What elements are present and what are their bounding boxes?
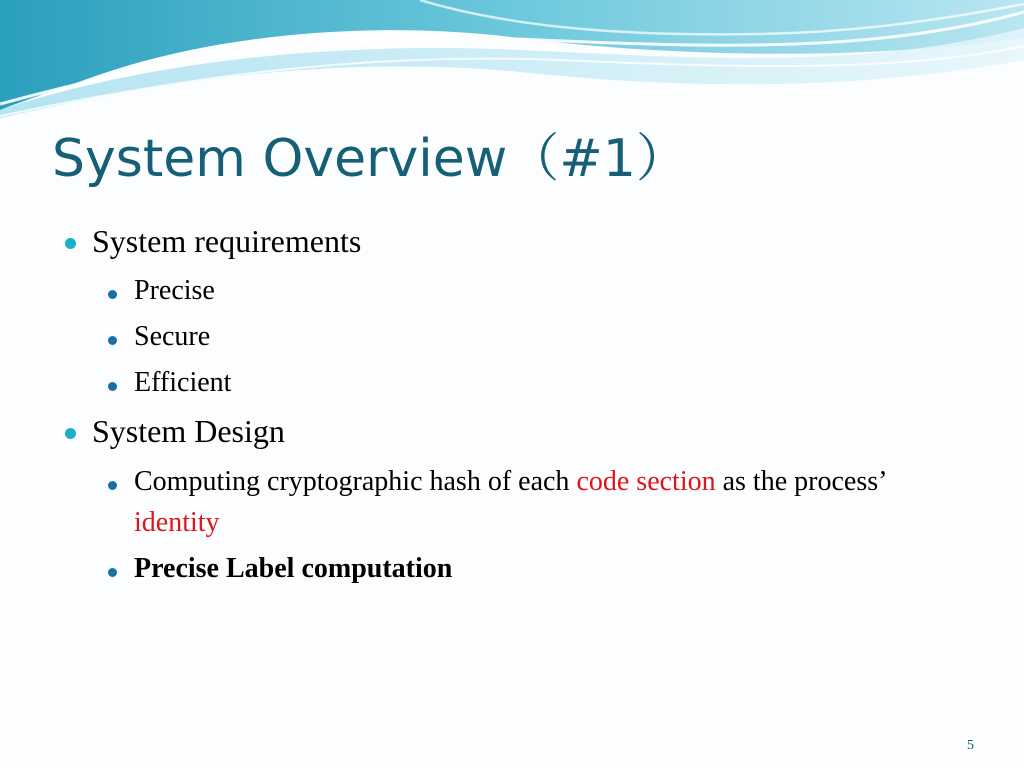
slide-title — [52, 128, 688, 190]
sub-bullet-efficient — [134, 362, 960, 404]
sub-bullet-precise — [134, 270, 960, 312]
sub-bullet-label-computation — [134, 548, 960, 590]
sub-bullet-text: Secure — [134, 321, 211, 353]
page-number: 5 — [967, 738, 974, 753]
highlight-identity: identity — [134, 507, 220, 539]
bullet-dot-icon — [65, 238, 76, 249]
sub-bullet-text: Precise Label computation — [134, 552, 453, 584]
sub-bullet-secure — [134, 316, 960, 358]
sub-bullet-dot-icon — [108, 481, 117, 490]
sub-bullet-text-part: Computing cryptographic hash of each — [134, 465, 577, 497]
slide-body — [60, 222, 960, 594]
bullet-text: System Design — [92, 413, 285, 450]
sub-bullet-text: Efficient — [134, 367, 232, 399]
bullet-text: System requirements — [92, 223, 362, 259]
slide-title-suffix: （#1） — [507, 129, 688, 189]
slide-title-text: System Overview — [52, 129, 508, 189]
bullet-system-requirements — [60, 222, 960, 260]
bullet-system-design — [60, 412, 960, 450]
bullet-dot-icon — [65, 428, 76, 439]
sub-bullet-dot-icon — [108, 336, 117, 345]
sub-bullet-dot-icon — [108, 382, 117, 391]
highlight-code-section: code section — [576, 465, 716, 497]
sub-bullet-text-part: as the process’ — [715, 465, 886, 497]
sub-bullet-dot-icon — [108, 290, 117, 299]
sub-bullet-text: Precise — [134, 275, 215, 307]
sub-bullet-hash-identity — [134, 461, 960, 544]
header-wave-decoration — [0, 0, 1024, 130]
sub-bullet-dot-icon — [108, 568, 117, 577]
